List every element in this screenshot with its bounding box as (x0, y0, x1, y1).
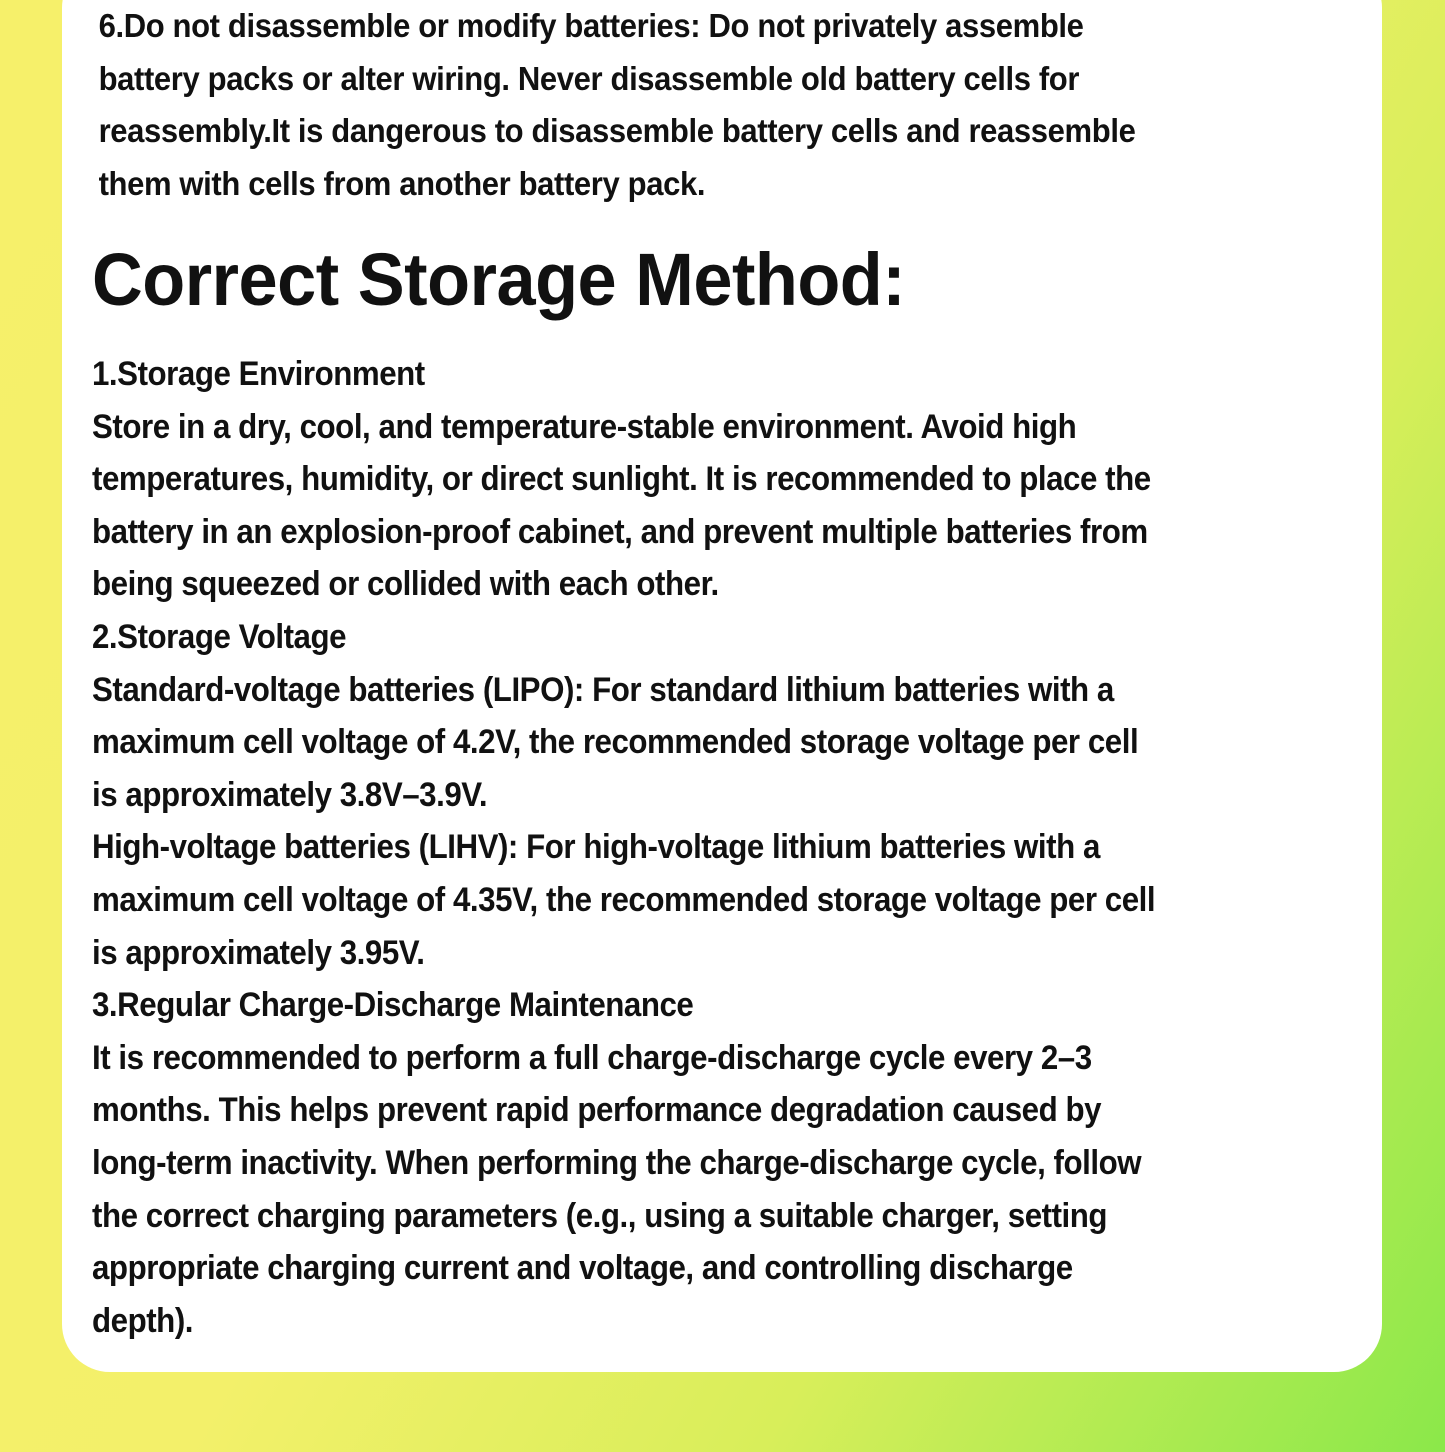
body-line: is approximately 3.95V. (92, 933, 425, 972)
body-line: months. This helps prevent rapid performance degradation caused by (92, 1091, 1102, 1130)
body-line: Store in a dry, cool, and temperature-stable environment. Avoid high (92, 407, 1077, 446)
document-content (92, 0, 1372, 1347)
subheading-charge-discharge: 3.Regular Charge-Discharge Maintenance (92, 986, 694, 1025)
intro-line: reassembly.It is dangerous to disassemble battery cells and reassemble (98, 112, 1136, 149)
storage-instructions (92, 348, 1343, 1347)
subheading-storage-voltage: 2.Storage Voltage (92, 617, 347, 656)
body-line: battery in an explosion-proof cabinet, and prevent multiple batteries from (92, 512, 1148, 551)
body-line: long-term inactivity. When performing the charge-discharge cycle, follow (92, 1143, 1142, 1182)
subheading-storage-environment: 1.Storage Environment (92, 355, 425, 393)
intro-line: 6.Do not disassemble or modify batteries: Do not privately assemble (98, 7, 1084, 44)
section-heading: Correct Storage Method: (92, 238, 906, 321)
body-line: High-voltage batteries (LIHV): For high-voltage lithium batteries with a (92, 828, 1100, 867)
body-line: appropriate charging current and voltage, and controlling discharge (92, 1249, 1073, 1288)
body-line: depth). (92, 1301, 194, 1340)
body-line: the correct charging parameters (e.g., using a suitable charger, setting (92, 1196, 1108, 1235)
body-line: being squeezed or collided with each other. (92, 565, 719, 604)
body-line: It is recommended to perform a full charge-discharge cycle every 2–3 (92, 1038, 1092, 1077)
body-line: maximum cell voltage of 4.35V, the recommended storage voltage per cell (92, 880, 1156, 919)
intro-line: battery packs or alter wiring. Never disassemble old battery cells for (98, 59, 1080, 97)
body-line: temperatures, humidity, or direct sunlight. It is recommended to place the (92, 460, 1151, 499)
body-line: maximum cell voltage of 4.2V, the recommended storage voltage per cell (92, 723, 1139, 762)
body-line: is approximately 3.8V–3.9V. (92, 775, 488, 814)
body-line: Standard-voltage batteries (LIPO): For standard lithium batteries with a (92, 670, 1114, 709)
intro-paragraph (92, 0, 1321, 210)
intro-line: them with cells from another battery pack. (98, 164, 706, 202)
